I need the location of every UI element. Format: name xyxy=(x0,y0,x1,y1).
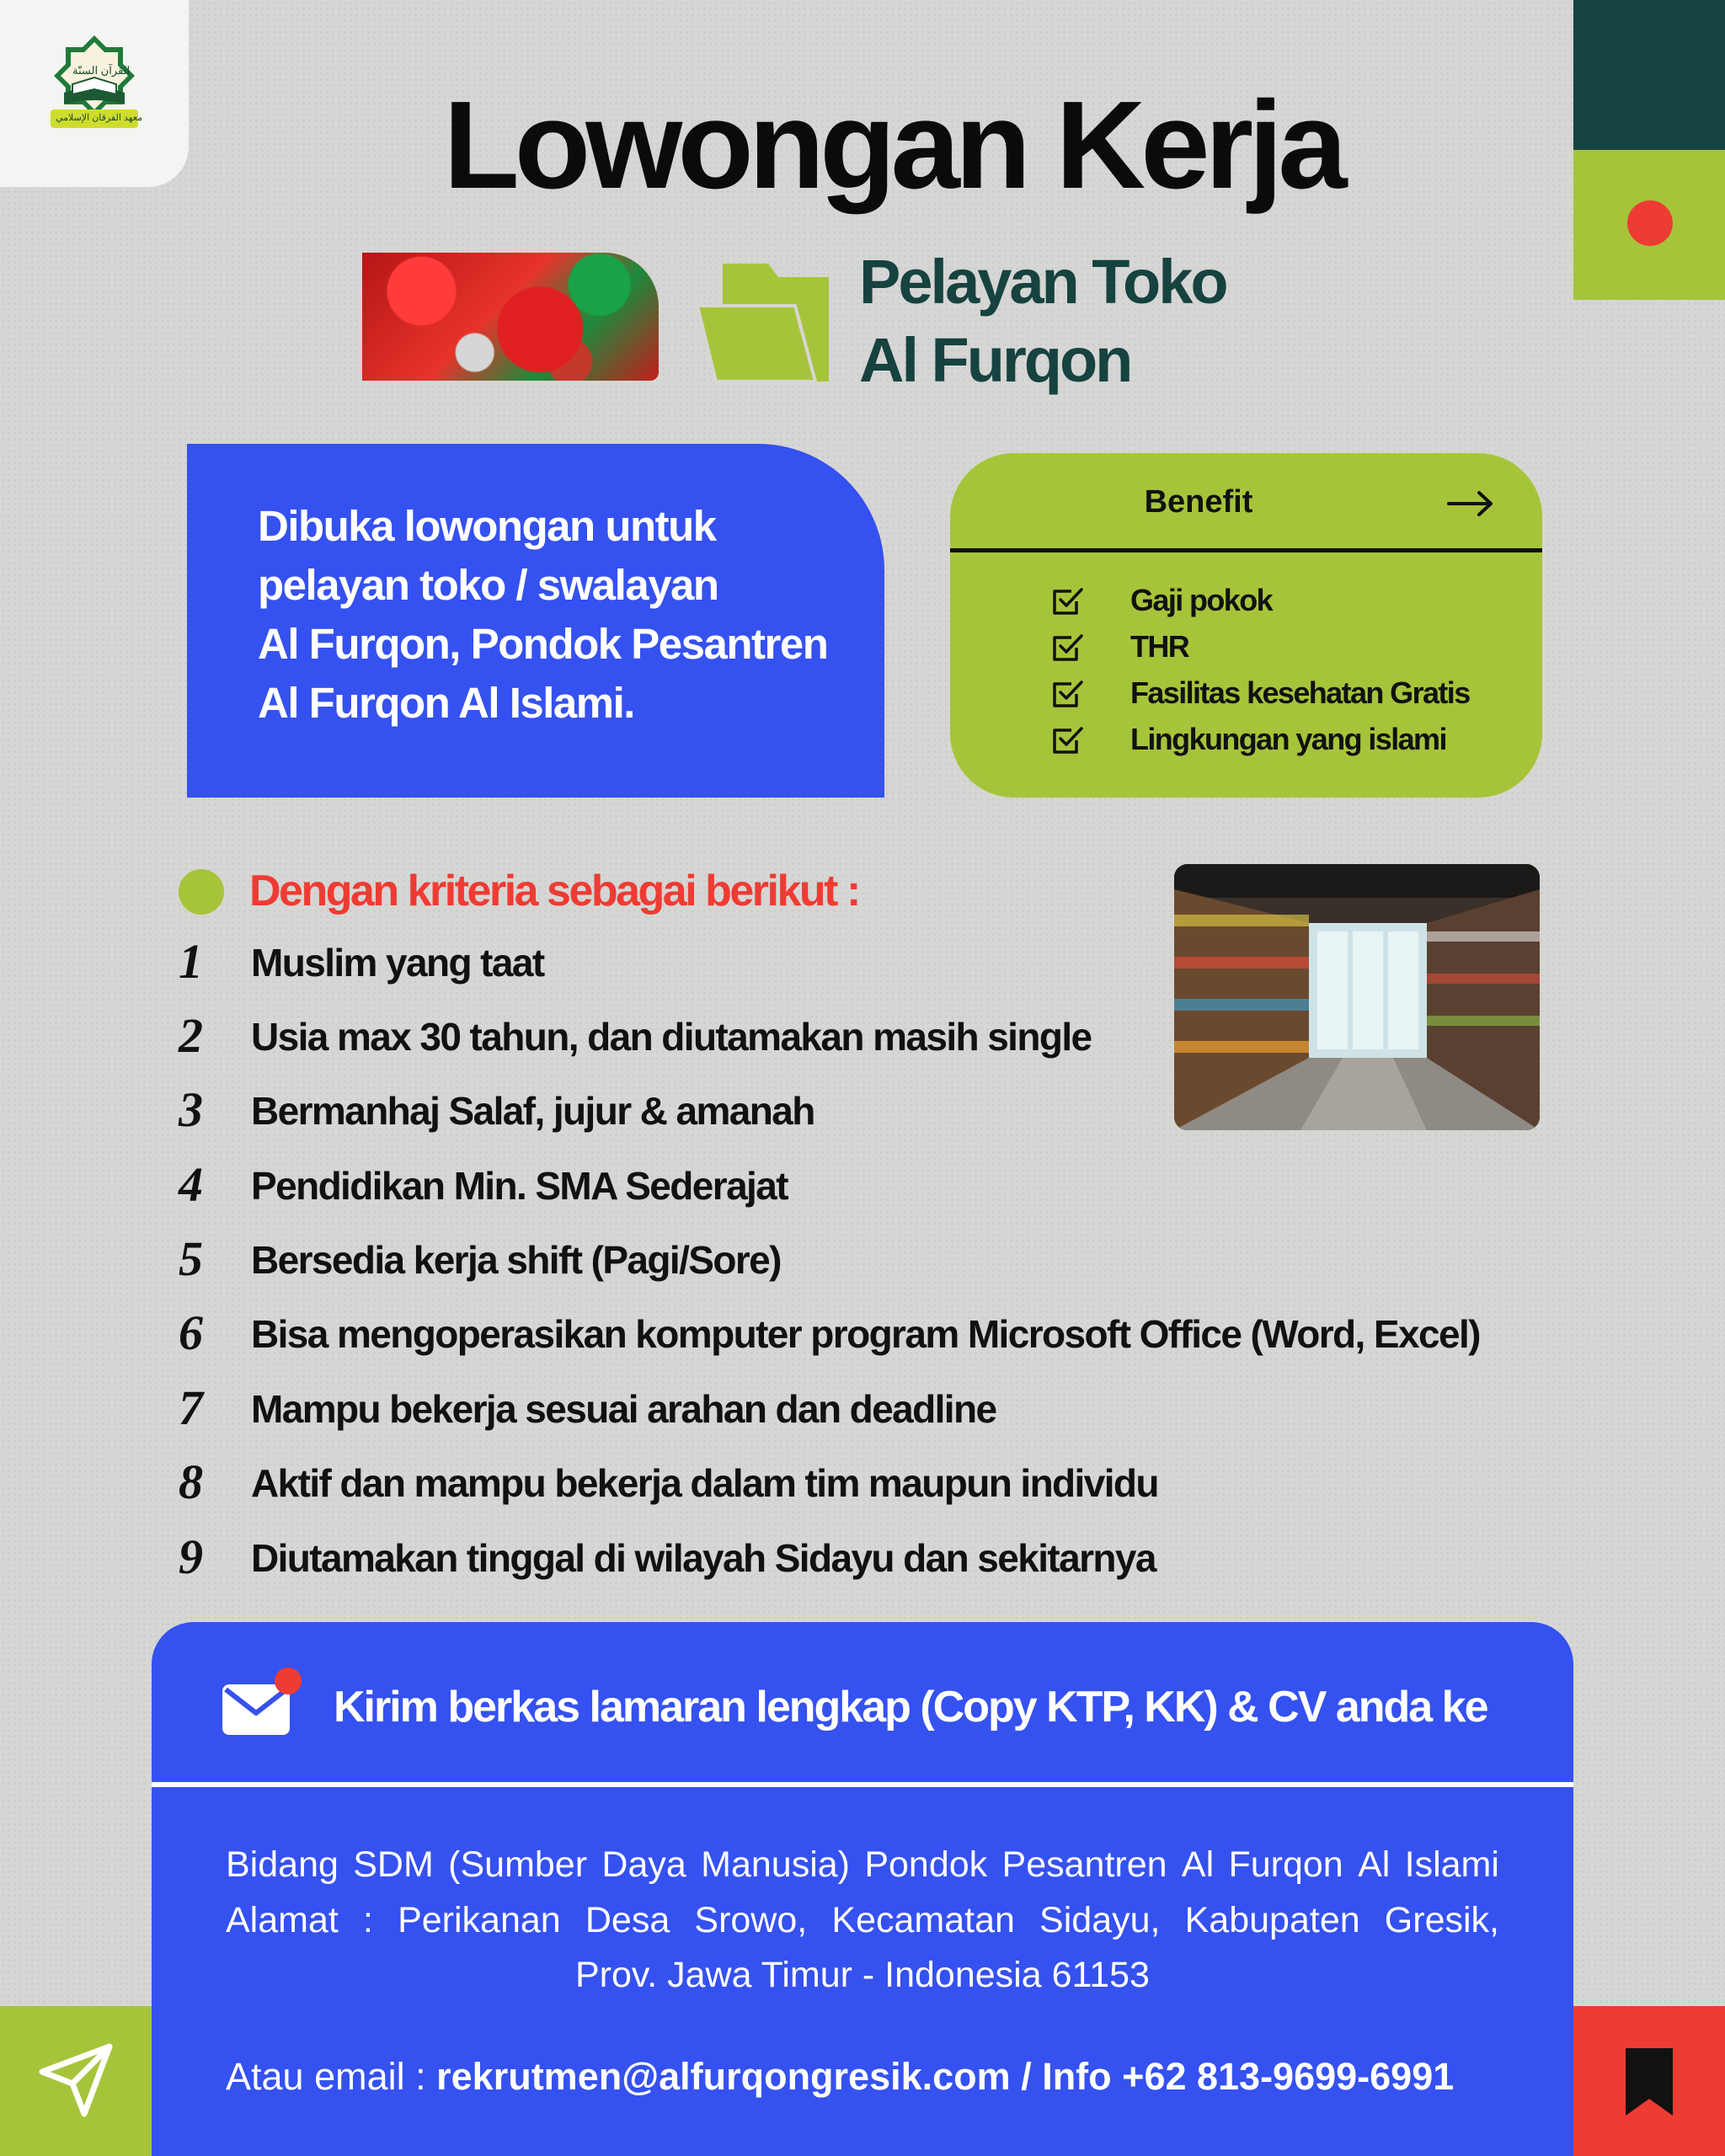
criteria-number: 6 xyxy=(179,1305,203,1360)
criteria-text: Pendidikan Min. SMA Sederajat xyxy=(251,1164,788,1208)
criteria-number: 4 xyxy=(179,1157,203,1212)
address-word: Alamat xyxy=(226,1900,339,1940)
intro-text xyxy=(258,497,881,733)
criteria-text: Usia max 30 tahun, dan diutamakan masih single xyxy=(251,1015,1092,1059)
criteria-text: Aktif dan mampu bekerja dalam tim maupun individu xyxy=(251,1461,1158,1505)
page-title: Lowongan Kerja xyxy=(443,76,1343,215)
send-application-text: Kirim berkas lamaran lengkap (Copy KTP, KK) & CV anda ke xyxy=(334,1683,1487,1732)
send-corner[interactable] xyxy=(0,2006,152,2156)
email-info-line xyxy=(226,2055,1499,2099)
address-word: Al xyxy=(1358,1844,1391,1885)
criteria-number: 1 xyxy=(179,934,203,989)
criteria-number: 3 xyxy=(179,1082,203,1137)
address-word: Manusia) xyxy=(701,1844,850,1885)
address-word: Perikanan xyxy=(398,1900,561,1940)
address-word: (Sumber xyxy=(448,1844,588,1885)
benefit-item-text: Gaji pokok xyxy=(1130,583,1273,617)
criteria-text: Muslim yang taat xyxy=(251,941,544,985)
address-line-3: Prov. Jawa Timur - Indonesia 61153 xyxy=(575,1955,1150,1995)
shop-name-line-1: Pelayan Toko xyxy=(859,247,1226,317)
benefit-item-text: THR xyxy=(1130,629,1189,664)
paper-plane-icon xyxy=(39,2043,113,2117)
address-word: Al xyxy=(1181,1844,1215,1885)
criteria-text: Bermanhaj Salaf, jujur & amanah xyxy=(251,1089,814,1133)
checkbox-checked-icon xyxy=(1051,723,1085,757)
address-word: Pesantren xyxy=(1001,1844,1167,1885)
phone-info: / Info +62 813-9699-6991 xyxy=(1010,2055,1455,2098)
checkbox-checked-icon xyxy=(1051,584,1085,618)
criteria-number: 8 xyxy=(179,1454,203,1509)
benefit-item-text: Fasilitas kesehatan Gratis xyxy=(1130,675,1470,710)
criteria-number: 9 xyxy=(179,1529,203,1584)
address-word: Bidang xyxy=(226,1844,339,1885)
address-word: Sidayu, xyxy=(1039,1900,1161,1940)
email-prefix: Atau email : xyxy=(226,2055,437,2098)
address-word: Srowo, xyxy=(694,1900,808,1940)
bookmark-icon xyxy=(1622,2045,1676,2119)
criteria-text: Diutamakan tinggal di wilayah Sidayu dan sekitarnya xyxy=(251,1536,1156,1580)
benefit-divider xyxy=(950,548,1542,552)
intro-line: pelayan toko / swalayan xyxy=(258,561,718,609)
address-word: Islami xyxy=(1404,1844,1499,1885)
criteria-text: Bisa mengoperasikan komputer program Microsoft Office (Word, Excel) xyxy=(251,1312,1480,1356)
criteria-number: 5 xyxy=(179,1231,203,1286)
bookmark-corner[interactable] xyxy=(1573,2006,1725,2156)
address-word: Desa xyxy=(585,1900,670,1940)
intro-line: Al Furqon, Pondok Pesantren xyxy=(258,620,828,668)
shopping-bags-photo xyxy=(362,253,659,381)
address-word: SDM xyxy=(353,1844,434,1885)
intro-line: Al Furqon Al Islami. xyxy=(258,679,634,727)
criteria-heading: Dengan kriteria sebagai berikut : xyxy=(249,867,859,915)
checkbox-checked-icon xyxy=(1051,677,1085,711)
address-word: Furqon xyxy=(1228,1844,1343,1885)
criteria-text: Mampu bekerja sesuai arahan dan deadline xyxy=(251,1387,996,1431)
address-word: Pondok xyxy=(864,1844,988,1885)
address-word: Kecamatan xyxy=(831,1900,1015,1940)
criteria-number: 7 xyxy=(179,1380,203,1435)
mail-notification-icon xyxy=(221,1666,305,1747)
email-link[interactable]: rekrutmen@alfurqongresik.com xyxy=(436,2055,1011,2098)
shop-name-line-2: Al Furqon xyxy=(859,325,1131,395)
checkbox-checked-icon xyxy=(1051,631,1085,664)
criteria-number: 2 xyxy=(179,1008,203,1063)
address-word: Gresik, xyxy=(1384,1900,1499,1940)
benefit-title: Benefit xyxy=(1144,484,1253,520)
folder-icon xyxy=(697,257,829,382)
address-word: Kabupaten xyxy=(1184,1900,1360,1940)
address-line-1 xyxy=(226,1844,1499,1886)
address-line-2 xyxy=(226,1900,1499,1941)
arrow-right-icon xyxy=(1447,490,1494,517)
criteria-bullet-dot xyxy=(179,869,224,915)
address-word: : xyxy=(362,1900,373,1940)
criteria-text: Bersedia kerja shift (Pagi/Sore) xyxy=(251,1238,781,1282)
address-word: Daya xyxy=(601,1844,686,1885)
logo-arabic-bottom: معهد الفرقان الإسلامي xyxy=(56,113,143,123)
intro-line: Dibuka lowongan untuk xyxy=(258,502,716,550)
benefit-item-text: Lingkungan yang islami xyxy=(1130,722,1446,756)
logo-arabic-top: القرآن السنّة xyxy=(72,64,131,77)
supermarket-aisle-photo xyxy=(1174,864,1540,1130)
